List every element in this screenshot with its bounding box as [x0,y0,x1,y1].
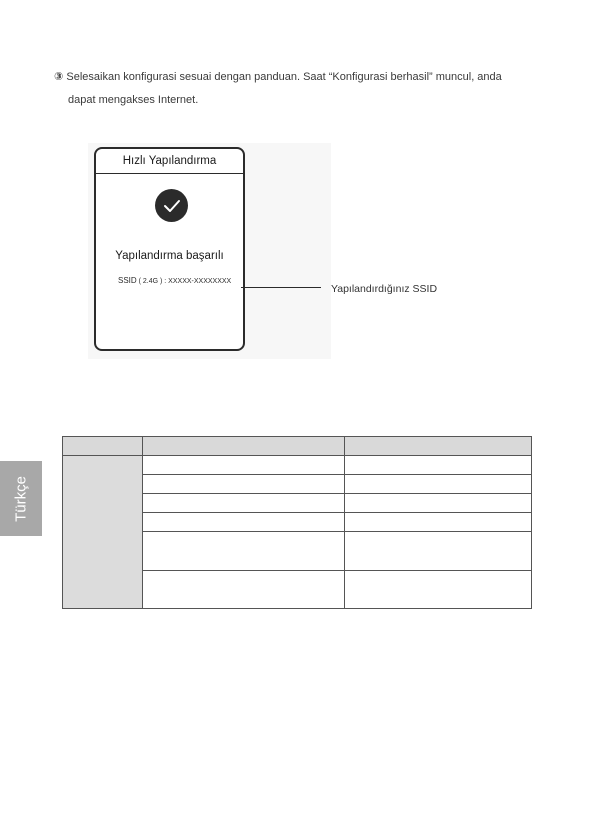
table-header-cell [63,437,143,456]
table-cell [345,513,532,532]
table-header-cell [345,437,532,456]
table-cell [143,456,345,475]
table-cell [345,571,532,609]
language-side-tab-label: Türkçe [12,475,30,522]
table-cell [143,475,345,494]
table-cell [345,494,532,513]
success-message: Yapılandırma başarılı [115,250,224,262]
table-cell [345,475,532,494]
table-cell [143,571,345,609]
step-number: ③ [54,71,64,83]
ssid-value: ( 2.4G ) : XXXXX-XXXXXXXX [138,278,232,285]
table-cell [143,532,345,571]
step-text-line-2: dapat mengakses Internet. [68,94,199,106]
ssid-label: SSID [118,276,137,285]
table-merged-cell [63,456,143,609]
table-header-cell [143,437,345,456]
language-side-tab [0,461,42,536]
spec-table [62,436,532,609]
phone-screen-title: Hızlı Yapılandırma [96,149,243,174]
callout-leader-line [241,287,321,288]
callout-label: Yapılandırdığınız SSID [331,283,438,295]
table-cell [345,456,532,475]
step-text-line-1: Selesaikan konfigurasi sesuai dengan panduan. Saat “Konfigurasi berhasil” muncul, anda [66,71,502,83]
checkmark-icon [155,189,188,222]
table-header-row [63,437,532,456]
table-row [63,456,532,475]
table-cell [345,532,532,571]
phone-screen-illustration [94,147,245,351]
step-instruction [54,66,554,112]
table-cell [143,494,345,513]
table-cell [143,513,345,532]
ssid-line [118,276,231,285]
